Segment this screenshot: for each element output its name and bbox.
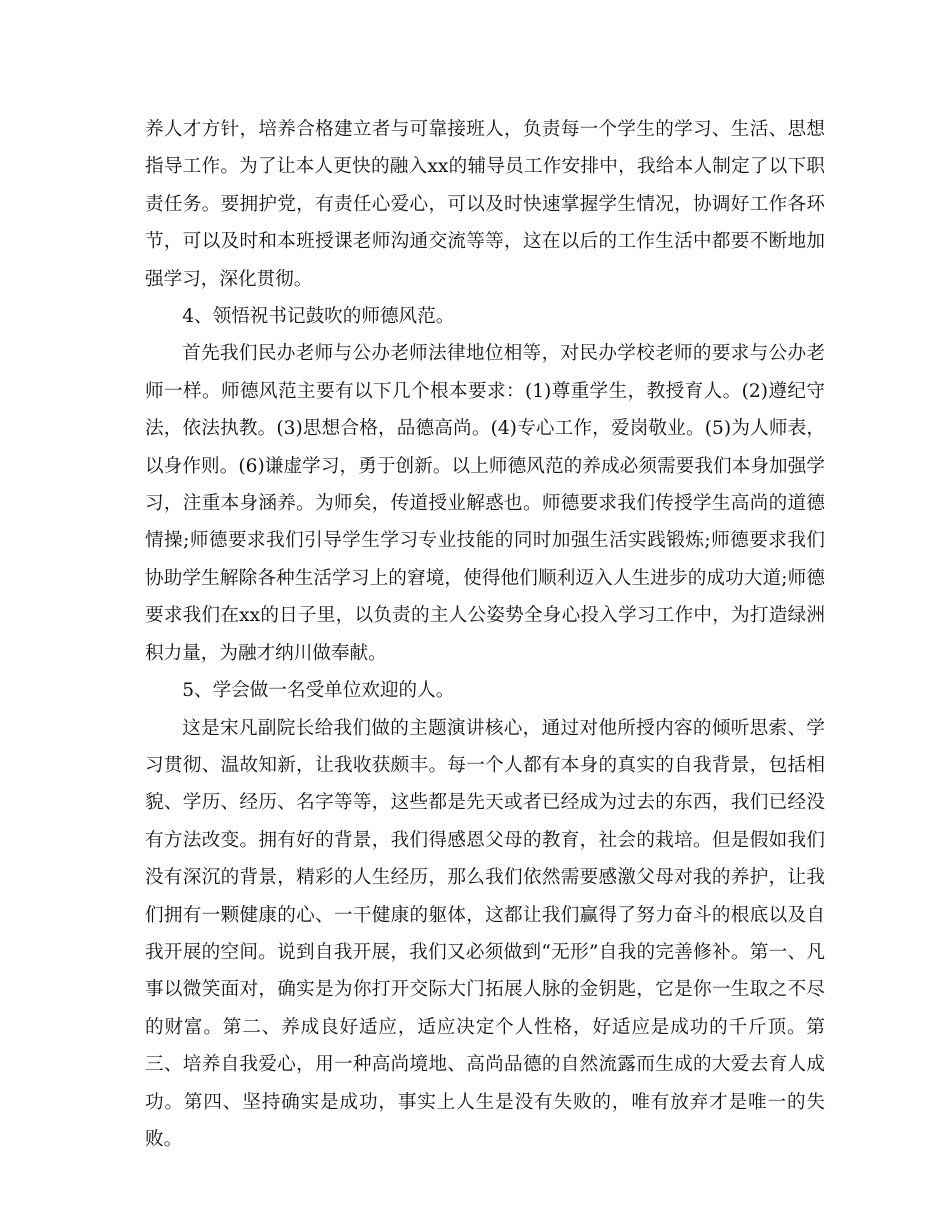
paragraph-heading-5: 5、学会做一名受单位欢迎的人。 — [182, 680, 455, 702]
document-page — [145, 111, 825, 1158]
paragraph-heading-4: 4、领悟祝书记鼓吹的师德风范。 — [182, 306, 455, 328]
paragraph-5: 这是宋凡副院长给我们做的主题演讲核心，通过对他所授内容的倾听思索、学习贯彻、温故知新，让我收获颇丰。每一个人都有本身的真实的自我背景，包括相貌、学历、经历、名字等等，这些都是先天或者已经成为过去的东西，我们已经没有方法改变。拥有好的背景，我们得感恩父母的教育，社会的栽培。但是假如我们没有深沉的背景，精彩的人生经历，那么我们依然需要感激父母对我的养护，让我们拥有一颗健康的心、一干健康的躯体，这都让我们赢得了努力奋斗的根底以及自我开展的空间。说到自我开展，我们又必须做到“无形”自我的完善修补。第一、凡事以微笑面对，确实是为你打开交际大门拓展人脉的金钥匙，它是你一生取之不尽的财富。第二、养成良好适应，适应决定个人性格，好适应是成功的千斤顶。第三、培养自我爱心，用一种高尚境地、高尚品德的自然流露而生成的大爱去育人成功。第四、坚持确实是成功，事实上人生是没有失败的，唯有放弃才是唯一的失败。 — [145, 717, 825, 1150]
paragraph-1: 养人才方针，培养合格建立者与可靠接班人，负责每一个学生的学习、生活、思想指导工作。为了让本人更快的融入xx的辅导员工作安排中，我给本人制定了以下职责任务。要拥护党，有责任心爱心，可以及时快速掌握学生情况，协调好工作各环节，可以及时和本班授课老师沟通交流等等，这在以后的工作生活中都要不断地加强学习，深化贯彻。 — [145, 119, 825, 290]
paragraph-3: 首先我们民办老师与公办老师法律地位相等，对民办学校老师的要求与公办老师一样。师德风范主要有以下几个根本要求：(1)尊重学生，教授育人。(2)遵纪守法，依法执教。(3)思想合格，品德高尚。(4)专心工作，爱岗敬业。(5)为人师表，以身作则。(6)谦虚学习，勇于创新。以上师德风范的养成必须需要我们本身加强学习，注重本身涵养。为师矣，传道授业解惑也。师德要求我们传授学生高尚的道德情操;师德要求我们引导学生学习专业技能的同时加强生活实践锻炼;师德要求我们协助学生解除各种生活学习上的窘境，使得他们顺利迈入人生进步的成功大道;师德要求我们在xx的日子里，以负责的主人公姿势全身心投入学习工作中，为打造绿洲积力量，为融才纳川做奉献。 — [145, 343, 825, 664]
